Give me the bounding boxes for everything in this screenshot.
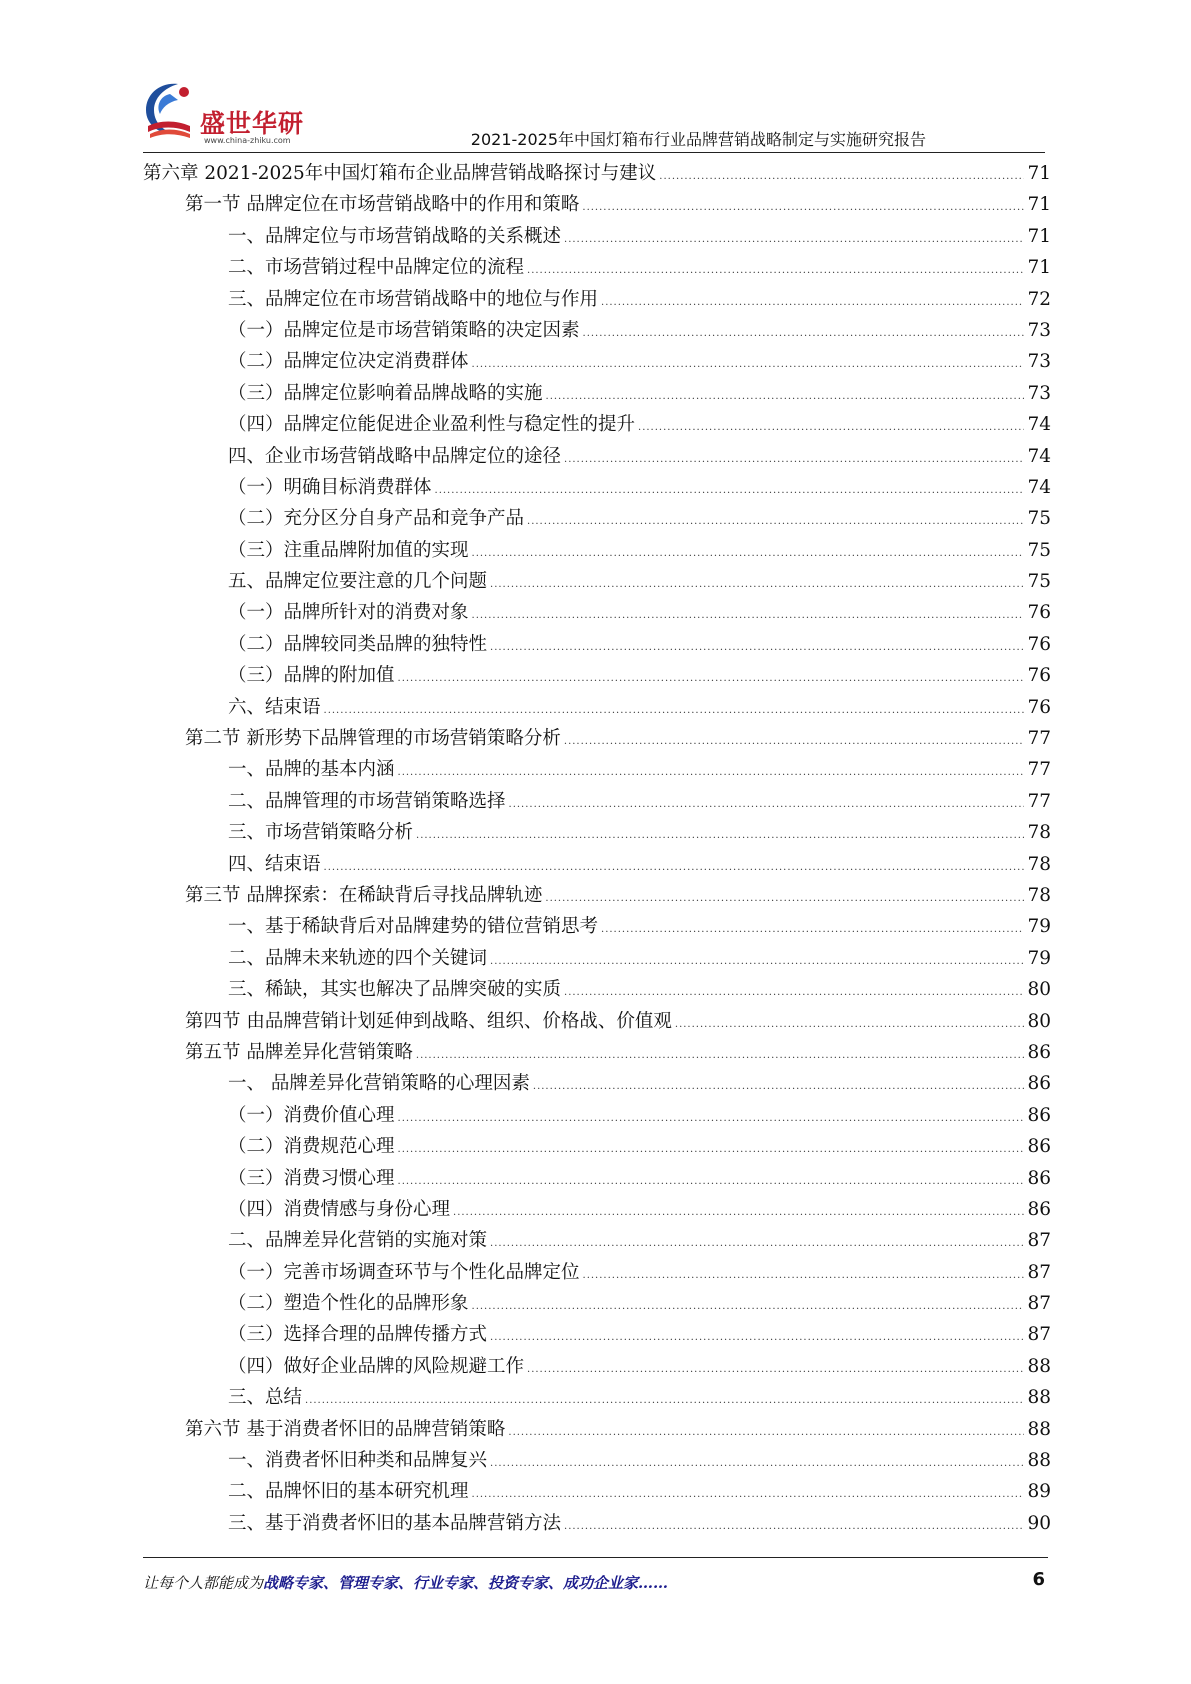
toc-entry[interactable] — [143, 723, 1051, 754]
toc-entry-page: 88 — [1027, 1387, 1051, 1409]
toc-entry-page: 76 — [1027, 633, 1051, 655]
footer-slogan-prefix: 让每个人都能成为 — [143, 1574, 264, 1592]
toc-dot-leader — [546, 381, 1025, 412]
toc-dot-leader — [472, 349, 1025, 380]
toc-entry-title: 二、品牌差异化营销的实施对策 — [228, 1230, 488, 1252]
footer-slogan-highlight: 战略专家、管理专家、行业专家、投资专家、成功企业家…… — [263, 1574, 669, 1592]
toc-entry-title: （三）品牌的附加值 — [228, 665, 395, 687]
toc-entry-title: 四、企业市场营销战略中品牌定位的途径 — [228, 445, 562, 467]
toc-entry-page: 89 — [1027, 1481, 1051, 1503]
toc-entry-title: 三、市场营销策略分析 — [228, 822, 414, 844]
toc-entry-page: 71 — [1027, 194, 1051, 216]
toc-dot-leader — [527, 506, 1024, 537]
toc-entry[interactable] — [143, 849, 1051, 880]
toc-entry[interactable] — [143, 1037, 1051, 1068]
toc-entry-page: 88 — [1027, 1355, 1051, 1377]
toc-entry-page: 77 — [1027, 790, 1051, 812]
toc-entry-page: 77 — [1027, 759, 1051, 781]
toc-entry-title: 三、基于消费者怀旧的基本品牌营销方法 — [228, 1512, 562, 1534]
toc-entry-title: 第二节 新形势下品牌管理的市场营销策略分析 — [185, 728, 561, 750]
toc-entry[interactable] — [143, 503, 1051, 534]
toc-dot-leader — [509, 789, 1025, 820]
toc-entry-title: 三、品牌定位在市场营销战略中的地位与作用 — [228, 288, 599, 310]
toc-entry-page: 75 — [1027, 508, 1051, 530]
toc-entry-page: 73 — [1027, 351, 1051, 373]
toc-entry-title: 第三节 品牌探索：在稀缺背后寻找品牌轨迹 — [185, 884, 543, 906]
toc-entry-title: 一、品牌的基本内涵 — [228, 759, 395, 781]
toc-dot-leader — [416, 1040, 1025, 1071]
toc-entry[interactable] — [143, 692, 1051, 723]
toc-entry-page: 87 — [1027, 1230, 1051, 1252]
toc-entry-title: 六、结束语 — [228, 696, 321, 718]
toc-entry-page: 76 — [1027, 696, 1051, 718]
toc-dot-leader — [508, 1417, 1024, 1448]
toc-entry[interactable] — [143, 1131, 1051, 1162]
toc-entry-title: 二、品牌怀旧的基本研究机理 — [228, 1481, 469, 1503]
toc-entry-title: 第一节 品牌定位在市场营销战略中的作用和策略 — [185, 194, 580, 216]
toc-entry[interactable] — [143, 1508, 1051, 1539]
toc-entry-title: （一）明确目标消费群体 — [228, 476, 432, 498]
toc-dot-leader — [398, 1134, 1025, 1165]
toc-entry[interactable] — [143, 1194, 1051, 1225]
toc-entry-title: 一、 品牌差异化营销策略的心理因素 — [228, 1073, 530, 1095]
toc-entry-title: （二）品牌定位决定消费群体 — [228, 351, 469, 373]
toc-dot-leader — [416, 820, 1024, 851]
toc-entry-page: 87 — [1027, 1293, 1051, 1315]
toc-entry-page: 78 — [1027, 853, 1051, 875]
toc-entry-page: 76 — [1027, 602, 1051, 624]
toc-entry[interactable] — [143, 1257, 1051, 1288]
toc-entry[interactable] — [143, 880, 1051, 911]
toc-entry-page: 78 — [1027, 884, 1051, 906]
toc-dot-leader — [527, 255, 1024, 286]
toc-dot-leader — [564, 977, 1024, 1008]
toc-entry-page: 73 — [1027, 382, 1051, 404]
toc-dot-leader — [490, 569, 1024, 600]
toc-dot-leader — [398, 1166, 1025, 1197]
toc-dot-leader — [305, 1385, 1024, 1416]
toc-dot-leader — [398, 663, 1025, 694]
toc-entry-page: 86 — [1027, 1167, 1051, 1189]
toc-dot-leader — [583, 1260, 1025, 1291]
toc-entry[interactable] — [143, 1100, 1051, 1131]
toc-dot-leader — [527, 1354, 1024, 1385]
header-divider — [143, 152, 1045, 153]
toc-entry-title: （四）消费情感与身份心理 — [228, 1198, 451, 1220]
toc-entry-title: 第五节 品牌差异化营销策略 — [185, 1041, 413, 1063]
toc-entry-title: （一）品牌所针对的消费对象 — [228, 602, 469, 624]
toc-dot-leader — [659, 161, 1024, 192]
toc-entry-title: （二）充分区分自身产品和竞争产品 — [228, 508, 525, 530]
toc-entry[interactable] — [143, 911, 1051, 942]
toc-entry[interactable] — [143, 754, 1051, 785]
toc-entry-title: 第六章 2021-2025年中国灯箱布企业品牌营销战略探讨与建议 — [143, 163, 657, 184]
page-header — [0, 0, 1191, 150]
toc-entry-page: 78 — [1027, 822, 1051, 844]
toc-entry-page: 77 — [1027, 728, 1051, 750]
toc-entry[interactable] — [143, 158, 1051, 189]
toc-entry-page: 86 — [1027, 1104, 1051, 1126]
toc-entry-page: 86 — [1027, 1198, 1051, 1220]
toc-entry[interactable] — [143, 346, 1051, 377]
toc-entry[interactable] — [143, 974, 1051, 1005]
toc-entry-title: （三）选择合理的品牌传播方式 — [228, 1324, 488, 1346]
toc-entry-page: 71 — [1027, 225, 1051, 247]
footer-slogan — [143, 1572, 668, 1593]
toc-entry-page: 75 — [1027, 571, 1051, 593]
toc-entry-page: 74 — [1027, 476, 1051, 498]
toc-dot-leader — [564, 726, 1025, 757]
toc-entry[interactable] — [143, 1476, 1051, 1507]
toc-entry[interactable] — [143, 472, 1051, 503]
page-number: 6 — [1032, 1569, 1045, 1590]
toc-entry-page: 71 — [1027, 257, 1051, 279]
toc-entry-title: 二、品牌管理的市场营销策略选择 — [228, 790, 506, 812]
toc-entry[interactable] — [143, 378, 1051, 409]
toc-entry[interactable] — [143, 629, 1051, 660]
toc-dot-leader — [564, 1511, 1024, 1542]
toc-entry[interactable] — [143, 1445, 1051, 1476]
toc-entry-title: （二）品牌较同类品牌的独特性 — [228, 633, 488, 655]
toc-dot-leader — [472, 538, 1025, 569]
toc-entry-page: 80 — [1027, 1010, 1051, 1032]
toc-entry[interactable] — [143, 221, 1051, 252]
toc-entry[interactable] — [143, 1068, 1051, 1099]
toc-entry-page: 87 — [1027, 1324, 1051, 1346]
toc-dot-leader — [324, 695, 1025, 726]
document-title: 2021-2025年中国灯箱布行业品牌营销战略制定与实施研究报告 — [470, 130, 926, 149]
toc-entry-title: （一）消费价值心理 — [228, 1104, 395, 1126]
toc-entry-title: 第六节 基于消费者怀旧的品牌营销策略 — [185, 1418, 506, 1440]
toc-entry-page: 80 — [1027, 979, 1051, 1001]
toc-entry[interactable] — [143, 315, 1051, 346]
toc-dot-leader — [582, 192, 1024, 223]
toc-dot-leader — [490, 632, 1024, 663]
toc-dot-leader — [435, 475, 1025, 506]
toc-entry-title: 五、品牌定位要注意的几个问题 — [228, 571, 488, 593]
toc-entry-title: 二、市场营销过程中品牌定位的流程 — [228, 257, 525, 279]
toc-entry-title: （一）完善市场调查环节与个性化品牌定位 — [228, 1261, 580, 1283]
toc-dot-leader — [324, 852, 1025, 883]
toc-entry[interactable] — [143, 1382, 1051, 1413]
toc-entry-page: 79 — [1027, 916, 1051, 938]
toc-entry-title: （四）品牌定位能促进企业盈利性与稳定性的提升 — [228, 414, 636, 436]
toc-dot-leader — [601, 914, 1024, 945]
toc-dot-leader — [601, 287, 1024, 318]
toc-entry-title: 三、总结 — [228, 1387, 303, 1409]
toc-entry[interactable] — [143, 409, 1051, 440]
toc-dot-leader — [490, 1322, 1024, 1353]
toc-entry-title: 一、基于稀缺背后对品牌建势的错位营销思考 — [228, 916, 599, 938]
toc-entry-title: 一、消费者怀旧种类和品牌复兴 — [228, 1450, 488, 1472]
toc-entry-title: 三、稀缺，其实也解决了品牌突破的实质 — [228, 979, 562, 1001]
toc-entry[interactable] — [143, 660, 1051, 691]
toc-dot-leader — [490, 1448, 1024, 1479]
toc-entry-page: 86 — [1027, 1073, 1051, 1095]
toc-entry[interactable] — [143, 566, 1051, 597]
toc-entry-page: 75 — [1027, 539, 1051, 561]
toc-entry[interactable] — [143, 1319, 1051, 1350]
toc-dot-leader — [472, 1479, 1025, 1510]
toc-entry-page: 71 — [1027, 163, 1051, 184]
toc-entry-title: （二）消费规范心理 — [228, 1136, 395, 1158]
toc-dot-leader — [453, 1197, 1024, 1228]
toc-entry-page: 86 — [1027, 1136, 1051, 1158]
toc-entry[interactable] — [143, 441, 1051, 472]
footer-divider — [143, 1557, 1048, 1558]
toc-dot-leader — [583, 318, 1025, 349]
toc-dot-leader — [675, 1009, 1025, 1040]
toc-entry[interactable] — [143, 1225, 1051, 1256]
toc-dot-leader — [545, 883, 1024, 914]
toc-dot-leader — [564, 444, 1024, 475]
logo — [140, 80, 330, 148]
toc-entry[interactable] — [143, 535, 1051, 566]
toc-dot-leader — [533, 1071, 1025, 1102]
table-of-contents — [143, 158, 1051, 1539]
toc-entry-title: （四）做好企业品牌的风险规避工作 — [228, 1355, 525, 1377]
toc-entry-page: 87 — [1027, 1261, 1051, 1283]
toc-entry-page: 79 — [1027, 947, 1051, 969]
toc-dot-leader — [398, 1103, 1025, 1134]
toc-entry[interactable] — [143, 252, 1051, 283]
toc-entry-page: 88 — [1027, 1418, 1051, 1440]
toc-dot-leader — [490, 1228, 1024, 1259]
toc-dot-leader — [472, 600, 1025, 631]
toc-entry-page: 86 — [1027, 1041, 1051, 1063]
toc-dot-leader — [490, 946, 1024, 977]
toc-dot-leader — [398, 757, 1025, 788]
toc-dot-leader — [472, 1291, 1025, 1322]
toc-entry-page: 74 — [1027, 414, 1051, 436]
toc-entry[interactable] — [143, 786, 1051, 817]
toc-dot-leader — [638, 412, 1024, 443]
toc-entry-title: （三）品牌定位影响着品牌战略的实施 — [228, 382, 543, 404]
logo-emblem-icon — [140, 80, 200, 144]
toc-entry-title: （一）品牌定位是市场营销策略的决定因素 — [228, 319, 580, 341]
toc-entry[interactable] — [143, 1163, 1051, 1194]
toc-entry[interactable] — [143, 1351, 1051, 1382]
toc-entry-page: 88 — [1027, 1450, 1051, 1472]
toc-entry-title: 第四节 由品牌营销计划延伸到战略、组织、价格战、价值观 — [185, 1010, 672, 1032]
toc-entry-page: 72 — [1027, 288, 1051, 310]
logo-name: 盛世华研 — [200, 109, 305, 138]
toc-entry[interactable] — [143, 1414, 1051, 1445]
toc-entry-title: （二）塑造个性化的品牌形象 — [228, 1293, 469, 1315]
toc-entry-page: 90 — [1027, 1512, 1051, 1534]
toc-entry-page: 76 — [1027, 665, 1051, 687]
toc-entry-title: 四、结束语 — [228, 853, 321, 875]
toc-entry[interactable] — [143, 1288, 1051, 1319]
toc-entry[interactable] — [143, 284, 1051, 315]
toc-entry-page: 74 — [1027, 445, 1051, 467]
logo-url: www.china-zhiku.com — [204, 136, 291, 145]
toc-entry-title: （三）注重品牌附加值的实现 — [228, 539, 469, 561]
toc-entry[interactable] — [143, 597, 1051, 628]
toc-entry[interactable] — [143, 817, 1051, 848]
toc-entry-title: 一、品牌定位与市场营销战略的关系概述 — [228, 225, 562, 247]
toc-entry[interactable] — [143, 943, 1051, 974]
toc-entry-title: （三）消费习惯心理 — [228, 1167, 395, 1189]
toc-entry-page: 73 — [1027, 319, 1051, 341]
toc-entry[interactable] — [143, 1006, 1051, 1037]
toc-entry[interactable] — [143, 189, 1051, 220]
toc-entry-title: 二、品牌未来轨迹的四个关键词 — [228, 947, 488, 969]
toc-dot-leader — [564, 224, 1024, 255]
